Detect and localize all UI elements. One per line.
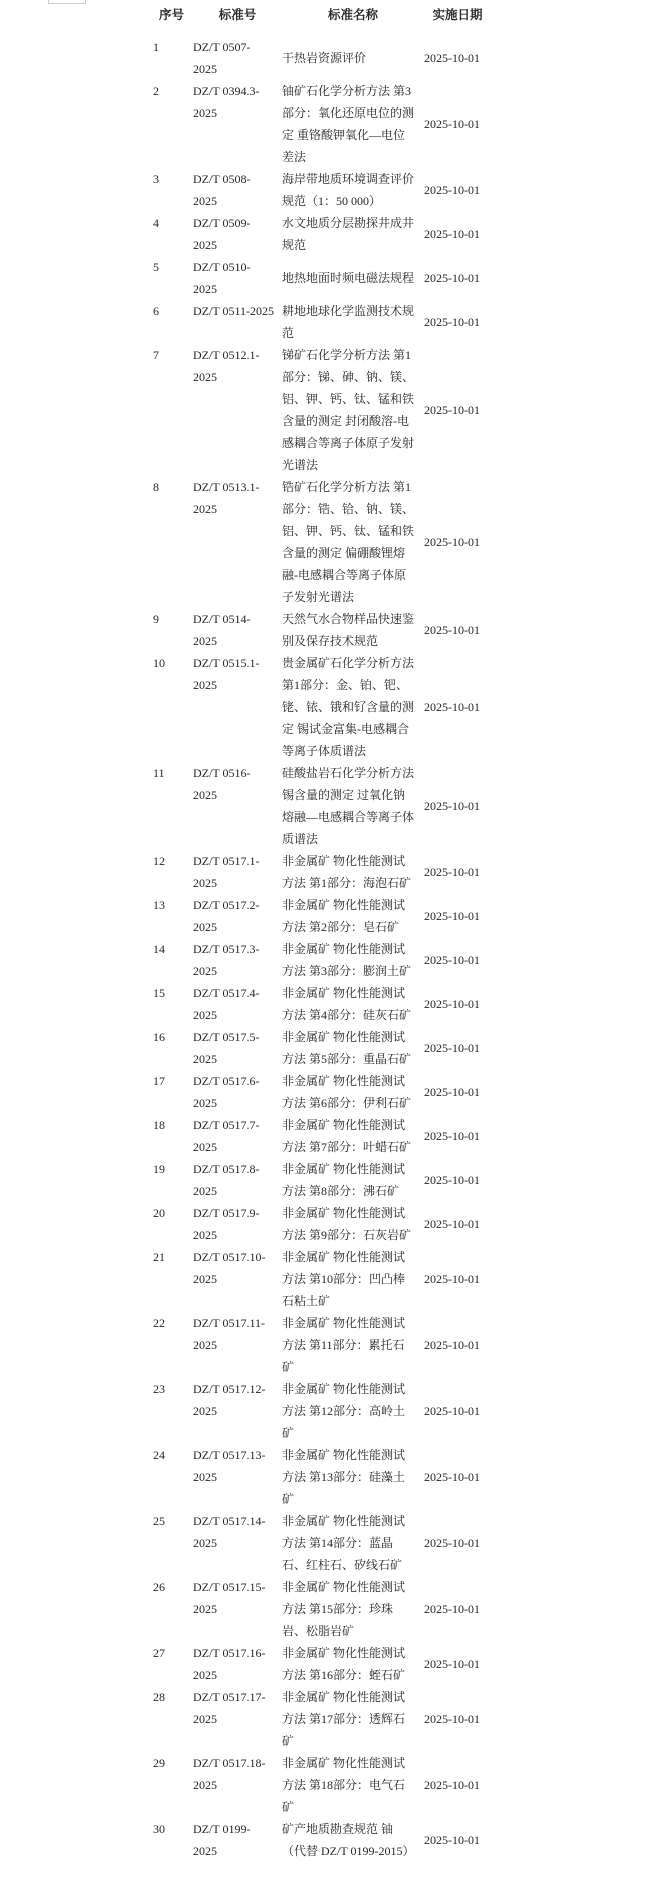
- cell-sequence-number: 19: [153, 1162, 165, 1176]
- table-row: [150, 982, 491, 1026]
- cell-sequence-number: 6: [153, 304, 159, 318]
- cell-standard-number: DZ/T 0199-2025: [193, 1822, 251, 1858]
- cell-standard-number: DZ/T 0515.1-2025: [193, 656, 260, 692]
- cell-standard-name: 非金属矿 物化性能测试方法 第11部分：累托石矿: [282, 1316, 406, 1374]
- cell-implementation-date: 2025-10-01: [424, 315, 480, 329]
- cell-implementation-date: 2025-10-01: [424, 1338, 480, 1352]
- cell-sequence-number: 29: [153, 1756, 165, 1770]
- cell-standard-number: DZ/T 0517.8-2025: [193, 1162, 260, 1198]
- cell-implementation-date: 2025-10-01: [424, 909, 480, 923]
- cell-sequence-number: 23: [153, 1382, 165, 1396]
- cell-implementation-date: 2025-10-01: [424, 51, 480, 65]
- table-row: [150, 36, 491, 80]
- table-row: [150, 212, 491, 256]
- cell-standard-number: DZ/T 0517.14-2025: [193, 1514, 266, 1550]
- cell-implementation-date: 2025-10-01: [424, 700, 480, 714]
- cell-implementation-date: 2025-10-01: [424, 1085, 480, 1099]
- cell-standard-number: DZ/T 0509-2025: [193, 216, 251, 252]
- cell-sequence-number: 25: [153, 1514, 165, 1528]
- table-header: [150, 0, 491, 36]
- cell-standard-name: 非金属矿 物化性能测试方法 第16部分：蛭石矿: [282, 1646, 406, 1682]
- cell-standard-name: 非金属矿 物化性能测试方法 第8部分：沸石矿: [282, 1162, 406, 1198]
- cell-implementation-date: 2025-10-01: [424, 623, 480, 637]
- cell-standard-number: DZ/T 0517.2-2025: [193, 898, 260, 934]
- column-header-name: 标准名称: [327, 8, 378, 22]
- cell-sequence-number: 30: [153, 1822, 165, 1836]
- cell-sequence-number: 21: [153, 1250, 165, 1264]
- cell-standard-name: 非金属矿 物化性能测试方法 第18部分：电气石矿: [282, 1756, 406, 1814]
- cell-implementation-date: 2025-10-01: [424, 1833, 480, 1847]
- cell-sequence-number: 4: [153, 216, 159, 230]
- cell-sequence-number: 3: [153, 172, 159, 186]
- table-row: [150, 1246, 491, 1312]
- table-row: [150, 762, 491, 850]
- table-row: [150, 344, 491, 476]
- table-row: [150, 1818, 491, 1862]
- table-row: [150, 850, 491, 894]
- cell-sequence-number: 13: [153, 898, 165, 912]
- table-row: [150, 894, 491, 938]
- cell-implementation-date: 2025-10-01: [424, 1778, 480, 1792]
- cell-implementation-date: 2025-10-01: [424, 271, 480, 285]
- cell-standard-name: 非金属矿 物化性能测试方法 第6部分：伊利石矿: [282, 1074, 412, 1110]
- cell-standard-number: DZ/T 0517.1-2025: [193, 854, 260, 890]
- cell-standard-number: DZ/T 0517.9-2025: [193, 1206, 260, 1242]
- table-row: [150, 1070, 491, 1114]
- cell-standard-number: DZ/T 0517.13-2025: [193, 1448, 266, 1484]
- cell-implementation-date: 2025-10-01: [424, 1272, 480, 1286]
- cell-sequence-number: 14: [153, 942, 165, 956]
- cell-implementation-date: 2025-10-01: [424, 183, 480, 197]
- header-row: [150, 0, 491, 36]
- table-row: [150, 1114, 491, 1158]
- cell-standard-number: DZ/T 0517.10-2025: [193, 1250, 266, 1286]
- cell-standard-name: 水文地质分层勘探井成井规范: [282, 216, 415, 252]
- table-row: [150, 1444, 491, 1510]
- cell-implementation-date: 2025-10-01: [424, 799, 480, 813]
- cell-standard-number: DZ/T 0517.7-2025: [193, 1118, 260, 1154]
- cell-standard-number: DZ/T 0512.1-2025: [193, 348, 260, 384]
- cell-sequence-number: 26: [153, 1580, 165, 1594]
- cell-implementation-date: 2025-10-01: [424, 953, 480, 967]
- cell-sequence-number: 9: [153, 612, 159, 626]
- cell-implementation-date: 2025-10-01: [424, 1712, 480, 1726]
- cell-standard-name: 硅酸盐岩石化学分析方法 锡含量的测定 过氧化钠熔融—电感耦合等离子体质谱法: [282, 766, 415, 846]
- cell-sequence-number: 20: [153, 1206, 165, 1220]
- cell-standard-name: 铀矿石化学分析方法 第3部分：氧化还原电位的测定 重铬酸钾氧化—电位差法: [282, 84, 415, 164]
- table-row: [150, 168, 491, 212]
- cell-standard-number: DZ/T 0516-2025: [193, 766, 251, 802]
- cell-standard-number: DZ/T 0508-2025: [193, 172, 251, 208]
- cell-standard-number: DZ/T 0517.12-2025: [193, 1382, 266, 1418]
- cell-standard-name: 非金属矿 物化性能测试方法 第7部分：叶蜡石矿: [282, 1118, 412, 1154]
- cell-implementation-date: 2025-10-01: [424, 1602, 480, 1616]
- cell-implementation-date: 2025-10-01: [424, 1129, 480, 1143]
- cell-standard-name: 非金属矿 物化性能测试方法 第4部分：硅灰石矿: [282, 986, 412, 1022]
- table-row: [150, 1202, 491, 1246]
- cell-sequence-number: 18: [153, 1118, 165, 1132]
- cell-implementation-date: 2025-10-01: [424, 1657, 480, 1671]
- cutoff-ui-fragment: [48, 0, 86, 4]
- cell-standard-name: 非金属矿 物化性能测试方法 第15部分：珍珠岩、松脂岩矿: [282, 1580, 406, 1638]
- table-row: [150, 1576, 491, 1642]
- column-header-std: 标准号: [218, 8, 257, 22]
- cell-sequence-number: 15: [153, 986, 165, 1000]
- cell-implementation-date: 2025-10-01: [424, 997, 480, 1011]
- standards-table: [150, 0, 491, 1862]
- cell-standard-name: 非金属矿 物化性能测试方法 第5部分：重晶石矿: [282, 1030, 412, 1066]
- table-row: [150, 1378, 491, 1444]
- cell-implementation-date: 2025-10-01: [424, 117, 480, 131]
- cell-sequence-number: 2: [153, 84, 159, 98]
- cell-implementation-date: 2025-10-01: [424, 1217, 480, 1231]
- cell-standard-name: 非金属矿 物化性能测试方法 第9部分：石灰岩矿: [282, 1206, 412, 1242]
- cell-standard-name: 非金属矿 物化性能测试方法 第1部分：海泡石矿: [282, 854, 412, 890]
- cell-sequence-number: 24: [153, 1448, 165, 1462]
- cell-standard-name: 锆矿石化学分析方法 第1部分：锆、铪、钠、镁、铝、钾、钙、钛、锰和铁含量的测定 偏硼酸锂熔融-电感耦合等离子体原子发射光谱法: [282, 480, 415, 604]
- cell-standard-name: 非金属矿 物化性能测试方法 第14部分：蓝晶石、红柱石、矽线石矿: [282, 1514, 406, 1572]
- cell-standard-number: DZ/T 0514-2025: [193, 612, 251, 648]
- cell-standard-name: 非金属矿 物化性能测试方法 第10部分：凹凸棒石粘土矿: [282, 1250, 406, 1308]
- table-row: [150, 1752, 491, 1818]
- table-row: [150, 1312, 491, 1378]
- table-row: [150, 1510, 491, 1576]
- cell-standard-number: DZ/T 0517.16-2025: [193, 1646, 266, 1682]
- cell-implementation-date: 2025-10-01: [424, 403, 480, 417]
- cell-implementation-date: 2025-10-01: [424, 535, 480, 549]
- cell-standard-number: DZ/T 0517.3-2025: [193, 942, 260, 978]
- cell-implementation-date: 2025-10-01: [424, 865, 480, 879]
- cell-standard-name: 天然气水合物样品快速鉴别及保存技术规范: [282, 612, 415, 648]
- cell-implementation-date: 2025-10-01: [424, 1470, 480, 1484]
- cell-standard-name: 非金属矿 物化性能测试方法 第13部分：硅藻土矿: [282, 1448, 406, 1506]
- cell-implementation-date: 2025-10-01: [424, 1173, 480, 1187]
- cell-standard-name: 锑矿石化学分析方法 第1部分：锑、砷、钠、镁、铝、钾、钙、钛、锰和铁含量的测定 封闭酸溶-电感耦合等离子体原子发射光谱法: [282, 348, 415, 472]
- table-row: [150, 256, 491, 300]
- cell-standard-number: DZ/T 0517.5-2025: [193, 1030, 260, 1066]
- cell-sequence-number: 28: [153, 1690, 165, 1704]
- cell-standard-name: 矿产地质勘查规范 铀（代替 DZ/T 0199-2015）: [282, 1822, 415, 1858]
- cell-sequence-number: 12: [153, 854, 165, 868]
- cell-standard-number: DZ/T 0517.17-2025: [193, 1690, 266, 1726]
- column-header-no: 序号: [158, 8, 184, 22]
- cell-sequence-number: 17: [153, 1074, 165, 1088]
- cell-standard-name: 干热岩资源评价: [282, 51, 367, 65]
- cell-standard-name: 地热地面时频电磁法规程: [282, 271, 415, 285]
- cell-standard-number: DZ/T 0517.6-2025: [193, 1074, 260, 1110]
- cell-standard-name: 非金属矿 物化性能测试方法 第2部分：皂石矿: [282, 898, 406, 934]
- table-row: [150, 938, 491, 982]
- cell-standard-name: 海岸带地质环境调查评价规范（1：50 000）: [282, 172, 415, 208]
- cell-standard-number: DZ/T 0513.1-2025: [193, 480, 260, 516]
- cell-standard-number: DZ/T 0510-2025: [193, 260, 251, 296]
- cell-implementation-date: 2025-10-01: [424, 227, 480, 241]
- cell-sequence-number: 16: [153, 1030, 165, 1044]
- cell-standard-name: 耕地地球化学监测技术规范: [282, 304, 415, 340]
- cell-standard-name: 非金属矿 物化性能测试方法 第3部分：膨润土矿: [282, 942, 412, 978]
- cell-implementation-date: 2025-10-01: [424, 1404, 480, 1418]
- cell-sequence-number: 5: [153, 260, 159, 274]
- table-row: [150, 1158, 491, 1202]
- cell-standard-name: 非金属矿 物化性能测试方法 第17部分：透辉石矿: [282, 1690, 406, 1748]
- cell-standard-number: DZ/T 0507-2025: [193, 40, 251, 76]
- cell-standard-number: DZ/T 0517.18-2025: [193, 1756, 266, 1792]
- cell-standard-number: DZ/T 0511-2025: [193, 304, 274, 318]
- table-row: [150, 1026, 491, 1070]
- cell-implementation-date: 2025-10-01: [424, 1536, 480, 1550]
- cell-standard-number: DZ/T 0517.15-2025: [193, 1580, 266, 1616]
- table-row: [150, 80, 491, 168]
- table-row: [150, 652, 491, 762]
- table-row: [150, 1686, 491, 1752]
- cell-sequence-number: 10: [153, 656, 165, 670]
- cell-sequence-number: 22: [153, 1316, 165, 1330]
- cell-sequence-number: 7: [153, 348, 159, 362]
- cell-standard-number: DZ/T 0394.3-2025: [193, 84, 260, 120]
- cell-sequence-number: 8: [153, 480, 159, 494]
- cell-sequence-number: 1: [153, 40, 159, 54]
- cell-standard-number: DZ/T 0517.4-2025: [193, 986, 260, 1022]
- cell-sequence-number: 11: [153, 766, 165, 780]
- cell-standard-name: 贵金属矿石化学分析方法 第1部分：金、铂、钯、铑、铱、锇和钌含量的测定 锡试金富集-电感耦合等离子体质谱法: [282, 656, 415, 758]
- table-row: [150, 476, 491, 608]
- cell-implementation-date: 2025-10-01: [424, 1041, 480, 1055]
- column-header-date: 实施日期: [432, 8, 483, 22]
- table-body: [150, 36, 491, 1862]
- cell-standard-number: DZ/T 0517.11-2025: [193, 1316, 265, 1352]
- cell-standard-name: 非金属矿 物化性能测试方法 第12部分：高岭土矿: [282, 1382, 406, 1440]
- table-row: [150, 300, 491, 344]
- table-row: [150, 1642, 491, 1686]
- table-row: [150, 608, 491, 652]
- cell-sequence-number: 27: [153, 1646, 165, 1660]
